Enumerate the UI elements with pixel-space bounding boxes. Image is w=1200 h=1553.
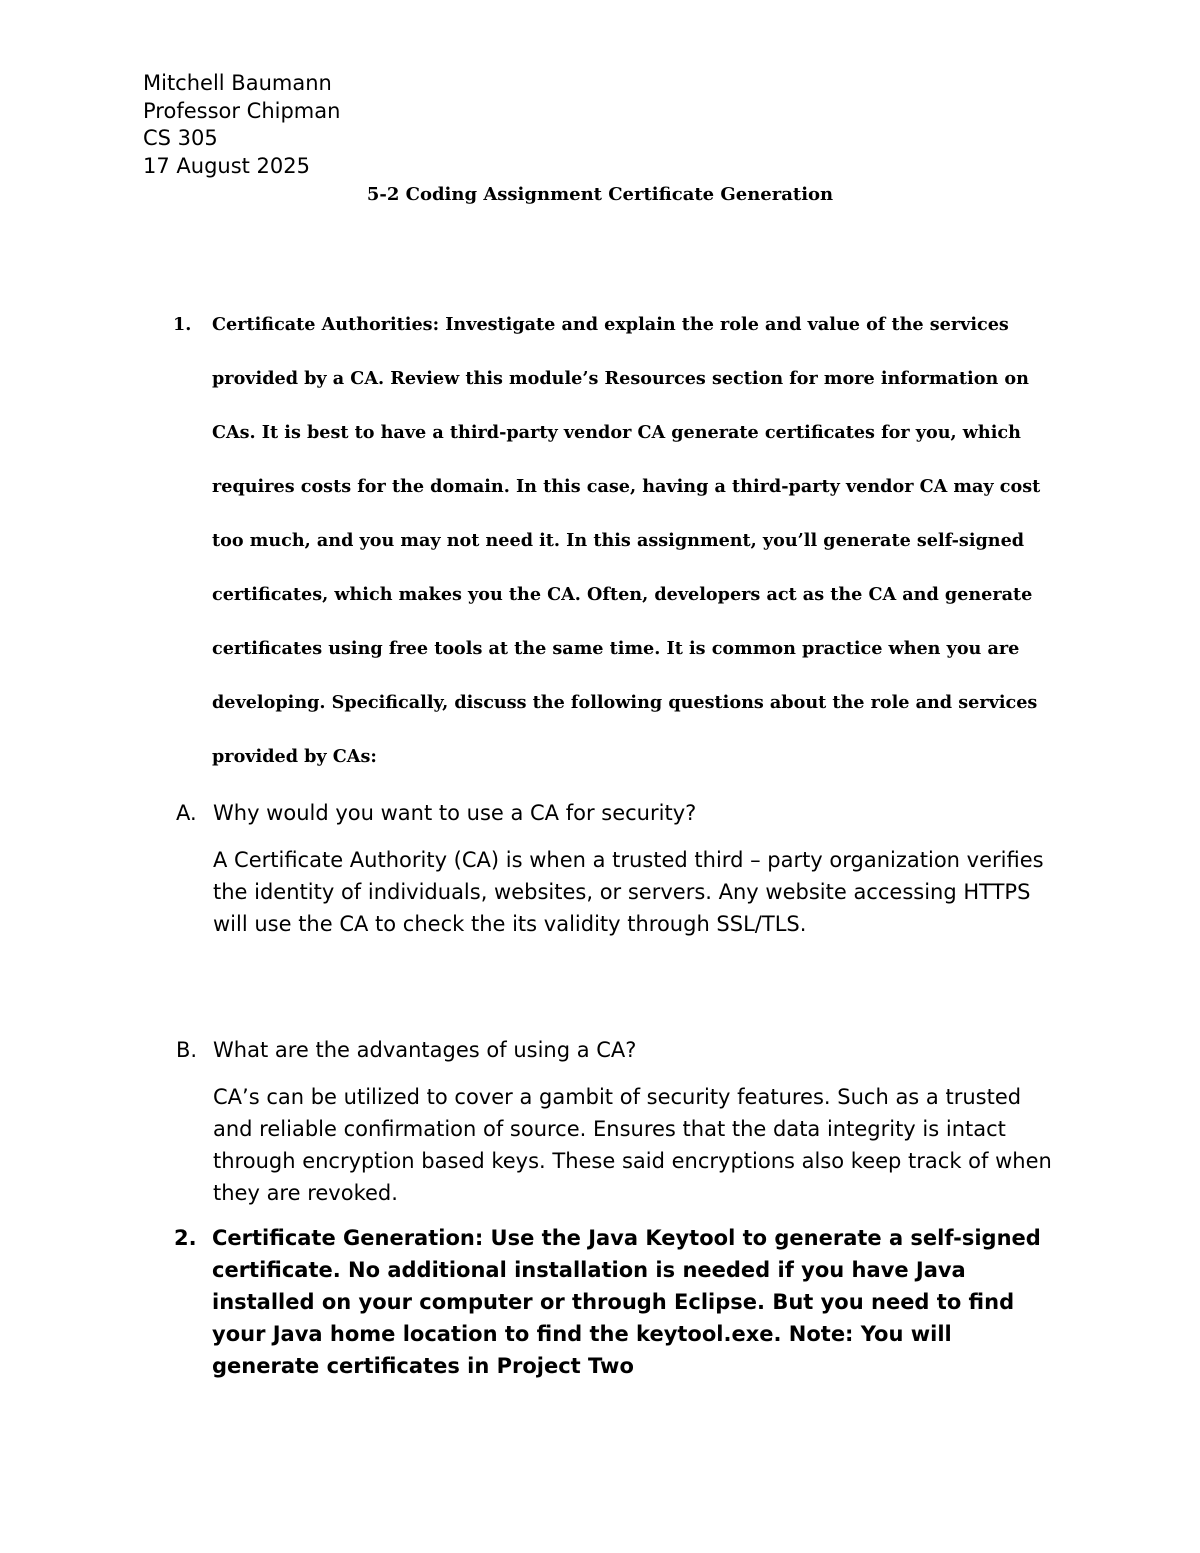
question-letter: B.: [176, 1038, 198, 1062]
document-date: 17 August 2025: [143, 153, 311, 178]
list-item-number: 1.: [173, 314, 192, 335]
answer-text: A Certificate Authority (CA) is when a trusted third – party organization verifies the identity of individuals, websites, or servers. Any website accessing HTTPS will use the CA to check the its validity through SSL/TLS.: [213, 848, 1044, 936]
answer-text: CA’s can be utilized to cover a gambit of security features. Such as a trusted and reliable confirmation of source. Ensures that the data integrity is intact through encryption based keys. These said encryptions also keep track of when they are revoked.: [213, 1085, 1052, 1205]
course-code: CS 305: [143, 126, 218, 150]
list-item-1: [173, 298, 1053, 784]
document-title: 5-2 Coding Assignment Certificate Generation: [366, 184, 834, 205]
question-text: Why would you want to use a CA for security?: [213, 801, 697, 825]
author-name: Mitchell Baumann: [143, 71, 332, 95]
list-item-text: Certificate Generation: Use the Java Keytool to generate a self-signed certificate. No additional installation is needed if you have Java installed on your computer or through Eclipse. But you need to find your Java home location to find the keytool.exe. Note: You will generate certificates in Project Two: [212, 1226, 1041, 1378]
question-b-block: [176, 1035, 1076, 1209]
question-text: What are the advantages of using a CA?: [213, 1038, 637, 1062]
question-a-block: [176, 798, 1076, 940]
document-header: [143, 70, 340, 180]
list-item-2: [174, 1222, 1064, 1382]
question-letter: A.: [176, 801, 197, 825]
list-item-number: 2.: [174, 1226, 197, 1250]
list-item-text: Certificate Authorities: Investigate and explain the role and value of the services provided by a CA. Review this module’s Resources section for more information on CAs. It is best to have a third-party vendor CA generate certificates for you, which requires costs for the domain. In this case, having a third-party vendor CA may cost too much, and you may not need it. In this assignment, you’ll generate self-signed certificates, which makes you the CA. Often, developers act as the CA and generate certificates using free tools at the same time. It is common practice when you are developing. Specifically, discuss the following questions about the role and services provided by CAs:: [212, 314, 1041, 767]
professor-name: Professor Chipman: [143, 98, 341, 123]
